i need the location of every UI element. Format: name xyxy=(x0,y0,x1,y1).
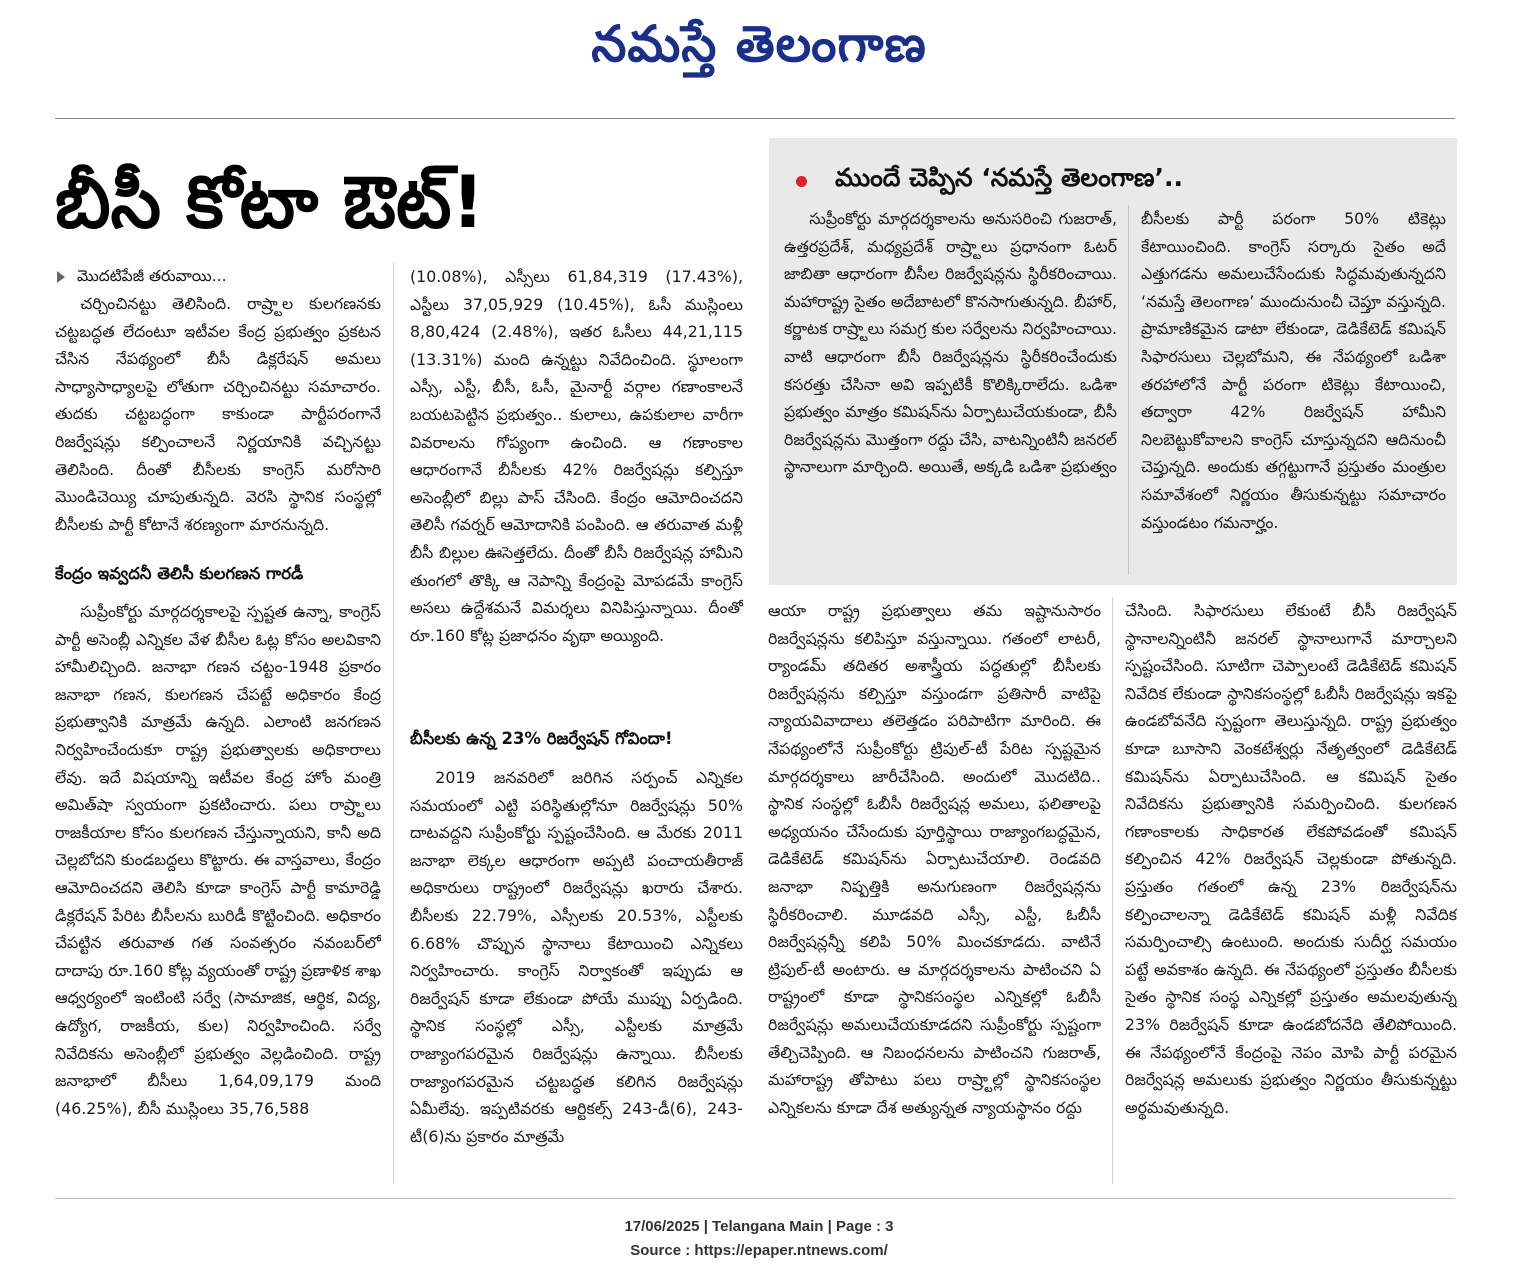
column-divider xyxy=(393,262,394,1184)
box-title: ముందే చెప్పిన ‘నమస్తే తెలంగాణ’.. xyxy=(835,163,1183,192)
subhead-1: కేంద్రం ఇవ్వదనీ తెలిసీ కులగణన గారడీ xyxy=(55,564,304,583)
paragraph: చేసింది. సిఫారసులు లేకుంటే బీసీ రిజర్వేషన్ స్థానాలన్నింటినీ జనరల్ స్థానాలుగానే మార్చాలని స్పష్టంచేసింది. సూటిగా చెప్పాలంటే డెడికేటెడ్ కమిషన్ నివేదిక లేకుండా స్థానికసంస్థల్లో ఓబీసీ రిజర్వేషన్లు ఇకపై ఉండబోవనేది స్పష్టంగా తెలుస్తున్నది. రాష్ట్ర ప్రభుత్వం కూడా బూసాని వెంకటేశ్వర్లు నేతృత్వంలో డెడికేటెడ్ కమిషన్‌ను ఏర్పాటుచేసింది. ఆ కమిషన్ సైతం నివేదికను ప్రభుత్వానికి సమర్పించింది. కులగణన గణాంకాలకు సాధికారత లేకపోవడంతో కమిషన్ కల్పించిన 42% రిజర్వేషన్ చెల్లకుండా పోతున్నది. ప్రస్తుతం గతంలో ఉన్న 23% రిజర్వేషన్‌ను కల్పించాలన్నా డెడికేటెడ్ కమిషన్ మళ్లీ నివేదిక సమర్పించాల్సి ఉంటుంది. అందుకు సుదీర్ఘ సమయం పట్టే అవకాశం ఉన్నది. ఈ నేపథ్యంలో ప్రస్తుతం బీసీలకు సైతం స్థానిక సంస్థ ఎన్నికల్లో ప్రస్తుతం అమలవుతున్న 23% రిజర్వేషన్ కూడా ఉండబోదనేది తేలిపోయింది. ఈ నేపథ్యంలోనే కేంద్రంపై నెపం మోపి పార్టీ పరమైన రిజర్వేషన్ల అమలుకు ప్రభుత్వం నిర్ణయం తీసుకున్నట్టు అర్థమవుతున్నది. xyxy=(1125,601,1457,1117)
masthead-rule xyxy=(55,118,1455,119)
footer-date-line: 17/06/2025 | Telangana Main | Page : 3 xyxy=(624,1218,894,1235)
footer-rule xyxy=(55,1198,1455,1199)
headline: బీసీ కోటా ఔట్! xyxy=(55,160,485,244)
footer-source-line: Source : https://epaper.ntnews.com/ xyxy=(630,1242,888,1259)
jump-text: మొదటిపేజీ తరువాయి... xyxy=(77,267,227,285)
paragraph: ఆయా రాష్ట్ర ప్రభుత్వాలు తమ ఇష్టానుసారం రిజర్వేషన్లను కలిపిస్తూ వస్తున్నాయి. గతంలో లాటరీ, ర్యాండమ్ తదితర అశాస్త్రీయ పద్ధతుల్లో బీసీలకు రిజర్వేషన్లను కల్పిస్తూ వస్తుండగా ప్రతిసారీ వాటిపై న్యాయవివాదాలు తలెత్తడం పరిపాటిగా మారింది. ఈ నేపథ్యంలోనే సుప్రీంకోర్టు ట్రిపుల్-టీ పేరిట స్పష్టమైన మార్గదర్శకాలు జారీచేసింది. అందులో మొదటిది.. స్థానిక సంస్థల్లో ఓబీసీ రిజర్వేషన్ల అమలు, ఫలితాలపై అధ్యయనం చేసేందుకు పూర్తిస్థాయి రాజ్యాంగబద్ధమైన, డెడికేటెడ్ కమిషన్‌ను ఏర్పాటుచేయాలి. రెండవది జనాభా నిష్పత్తికి అనుగుణంగా రిజర్వేషన్లను స్థిరీకరించాలి. మూడవది ఎస్సీ, ఎస్టీ, ఓబీసీ రిజర్వేషన్లన్నీ కలిపి 50% మించకూడదు. వాటినే ట్రిపుల్-టీ అంటారు. ఆ మార్గదర్శకాలను పాటించని ఏ రాష్ట్రంలో కూడా స్థానికసంస్థల ఎన్నికల్లో ఓబీసీ రిజర్వేషన్లు అమలుచేయకూడదని సుప్రీంకోర్టు స్పష్టంగా తేల్చిచెప్పింది. ఆ నిబంధనలను పాటించని గుజరాత్, మహారాష్ట్ర తోపాటు పలు రాష్ర్టాల్లో స్థానికసంస్థల ఎన్నికలను కూడా దేశ అత్యున్నత న్యాయస్థానం రద్దు xyxy=(768,601,1101,1117)
paragraph: చర్చించినట్టు తెలిసింది. రాష్ర్టాల కులగణనకు చట్టబద్ధత లేదంటూ ఇటీవల కేంద్ర ప్రభుత్వం ప్రకటన చేసిన నేపథ్యంలో బీసీ డిక్లరేషన్ అమలు సాధ్యాసాధ్యాలపై లోతుగా చర్చించినట్టు సమాచారం. తుదకు చట్టబద్ధంగా కాకుండా పార్టీపరంగానే రిజర్వేషన్లు కల్పించాలనే నిర్ణయానికి వచ్చినట్టు తెలిసింది. దీంతో బీసీలకు కాంగ్రెస్ మరోసారి మొండిచెయ్యి చూపుతున్నది. వెరసి స్థానిక సంస్థల్లో బీసీలకు పార్టీ కోటానే శరణ్యంగా మారనున్నది. xyxy=(55,294,381,534)
column-3 xyxy=(768,597,1101,1184)
bullet-icon xyxy=(796,176,807,187)
column-1-part-1 xyxy=(55,290,381,552)
paragraph: 2019 జనవరిలో జరిగిన సర్పంచ్ ఎన్నికల సమయంలో ఎట్టి పరిస్థితుల్లోనూ రిజర్వేషన్లు 50% దాటవద్దని సుప్రీంకోర్టు స్పష్టంచేసింది. ఆ మేరకు 2011 జనాభా లెక్కల ఆధారంగా అప్పటి పంచాయతీరాజ్ అధికారులు రాష్ట్రంలో రిజర్వేషన్లు ఖరారు చేశారు. బీసీలకు 22.79%, ఎస్సీలకు 20.53%, ఎస్టీలకు 6.68% చొప్పున స్థానాలు కేటాయించి ఎన్నికలు నిర్వహించారు. కాంగ్రెస్ నిర్వాకంతో ఇప్పుడు ఆ రిజర్వేషన్ కూడా లేకుండా పోయే ముప్పు ఏర్పడింది. స్థానిక సంస్థల్లో ఎస్సీ, ఎస్టీలకు మాత్రమే రాజ్యాంగపరమైన రిజర్వేషన్లు ఉన్నాయి. బీసీలకు రాజ్యాంగపరమైన చట్టబద్ధత కలిగిన రిజర్వేషన్లు ఏమీలేవు. ఇప్పటివరకు ఆర్టికల్స్ 243-డీ(6), 243-టీ(6)ను ప్రకారం మాత్రమే xyxy=(410,768,743,1146)
masthead-logo: నమస్తే తెలంగాణ xyxy=(591,14,927,73)
paragraph: (10.08%), ఎస్సీలు 61,84,319 (17.43%), ఎస్టీలు 37,05,929 (10.45%), ఓసీ ముస్లింలు 8,80,424 (2.48%), ఇతర ఓసీలు 44,21,115 (13.31%) మంది ఉన్నట్టు నివేదించింది. స్థూలంగా ఎస్సీ, ఎస్టీ, బీసీ, ఓసీ, మైనార్టీ వర్గాల గణాంకాలనే బయటపెట్టిన ప్రభుత్వం.. కులాలు, ఉపకులాల వారీగా వివరాలను గోప్యంగా ఉంచింది. ఆ గణాంకాల ఆధారంగానే బీసీలకు 42% రిజర్వేషన్లు కల్పిస్తూ అసెంబ్లీలో బిల్లు పాస్ చేసింది. కేంద్రం ఆమోదించదని తెలిసీ గవర్నర్ ఆమోదానికి పంపింది. ఆ తరువాత మళ్లీ బీసీ బిల్లుల ఊసెత్తలేదు. దీంతో బీసీ రిజర్వేషన్ల హామీని తుంగలో తొక్కి ఆ నెపాన్ని కేంద్రంపై మోపడమే కాంగ్రెస్ అసలు ఉద్దేశమనే విమర్శలు వినిపిస్తున్నాయి. దీంతో రూ.160 కోట్ల ప్రజాధనం వృథా అయ్యింది. xyxy=(410,267,743,645)
jump-line xyxy=(57,262,377,290)
box-column-divider xyxy=(1128,205,1129,575)
column-2-part-1 xyxy=(410,263,743,707)
column-4 xyxy=(1125,597,1457,1184)
box-column-left xyxy=(784,205,1117,577)
paragraph: సుప్రీంకోర్టు మార్గదర్శకాలను అనుసరించి గుజరాత్, ఉత్తరప్రదేశ్, మధ్యప్రదేశ్ రాష్ర్టాలు ప్రధానంగా ఓటర్ జాబితా ఆధారంగా బీసీల రిజర్వేషన్లను స్థిరీకరించాయి. మహారాష్ట్ర సైతం అదేబాటలో కొనసాగుతున్నది. బీహార్, కర్ణాటక రాష్ర్టాలు సమగ్ర కుల సర్వేలను నిర్వహించాయి. వాటి ఆధారంగా బీసీ రిజర్వేషన్లను స్థిరీకరించేందుకు కసరత్తు చేసినా అవి ఇప్పటికీ కొలిక్కిరాలేదు. ఒడిశా ప్రభుత్వం మాత్రం కమిషన్‌ను ఏర్పాటుచేయకుండా, బీసీ రిజర్వేషన్లను మొత్తంగా రద్దు చేసి, వాటన్నింటినీ జనరల్ స్థానాలుగా మార్చింది. అయితే, అక్కడి ఒడిశా ప్రభుత్వం xyxy=(784,209,1117,477)
chevron-right-icon xyxy=(57,271,65,283)
column-1-part-2 xyxy=(55,598,381,1182)
column-divider xyxy=(1112,597,1113,1184)
paragraph: బీసీలకు పార్టీ పరంగా 50% టికెట్లు కేటాయించింది. కాంగ్రెస్ సర్కారు సైతం అదే ఎత్తుగడను అమలుచేసేందుకు సిద్ధమవుతున్నదని ‘నమస్తే తెలంగాణ’ ముందునుంచీ చెప్తూ వస్తున్నది. ప్రామాణికమైన డాటా లేకుండా, డెడికేటెడ్ కమిషన్ సిఫారసులు చెల్లబోమని, ఈ నేపథ్యంలో ఒడిశా తరహాలోనే పార్టీ పరంగా టికెట్లు కేటాయించి, తద్వారా 42% రిజర్వేషన్ హామీని నిలబెట్టుకోవాలని కాంగ్రెస్ చూస్తున్నదని ఆదినుంచీ చెప్తున్నది. అందుకు తగ్గట్టుగానే ప్రస్తుతం మంత్రుల సమావేశంలో నిర్ణయం తీసుకున్నట్టు సమాచారం వస్తుండటం గమనార్హం. xyxy=(1141,209,1446,532)
column-2-part-2 xyxy=(410,764,743,1184)
paragraph: సుప్రీంకోర్టు మార్గదర్శకాలపై స్పష్టత ఉన్నా, కాంగ్రెస్ పార్టీ అసెంబ్లీ ఎన్నికల వేళ బీసీల ఓట్ల కోసం అలవికాని హామీలిచ్చింది. జనాభా గణన చట్టం-1948 ప్రకారం జనాభా గణన, కులగణన చేపట్టే అధికారం కేంద్ర ప్రభుత్వానికి మాత్రమే ఉన్నది. ఎలాంటి జనగణన నిర్వహించేందుకూ రాష్ట్ర ప్రభుత్వాలకు అధికారాలు లేవు. ఇదే విషయాన్ని ఇటీవల కేంద్ర హోం మంత్రి అమిత్‌షా స్వయంగా ప్రకటించారు. పలు రాష్ర్టాలు రాజకీయాల కోసం కులగణన చేస్తున్నాయని, కానీ అది చెల్లబోదని కుండబద్దలు కొట్టారు. ఈ వాస్తవాలు, కేంద్రం ఆమోదించదని తెలిసి కూడా కాంగ్రెస్ పార్టీ కామారెడ్డి డిక్లరేషన్ పేరిట బీసీలను బురిడీ కొట్టించింది. అధికారం చేపట్టిన తరువాత గత సంవత్సరం నవంబర్‌లో దాదాపు రూ.160 కోట్ల వ్యయంతో రాష్ట్ర ప్రణాళిక శాఖ ఆధ్వర్యంలో ఇంటింటి సర్వే (సామాజిక, ఆర్థిక, విద్య, ఉద్యోగ, రాజకీయ, కుల) నిర్వహించింది. సర్వే నివేదికను అసెంబ్లీలో ప్రభుత్వం వెల్లడించింది. రాష్ట్ర జనాభాలో బీసీలు 1,64,09,179 మంది (46.25%), బీసీ ముస్లింలు 35,76,588 xyxy=(55,602,381,1118)
subhead-2: బీసీలకు ఉన్న 23% రిజర్వేషన్ గోవిందా! xyxy=(410,729,673,748)
box-column-right xyxy=(1141,205,1446,577)
